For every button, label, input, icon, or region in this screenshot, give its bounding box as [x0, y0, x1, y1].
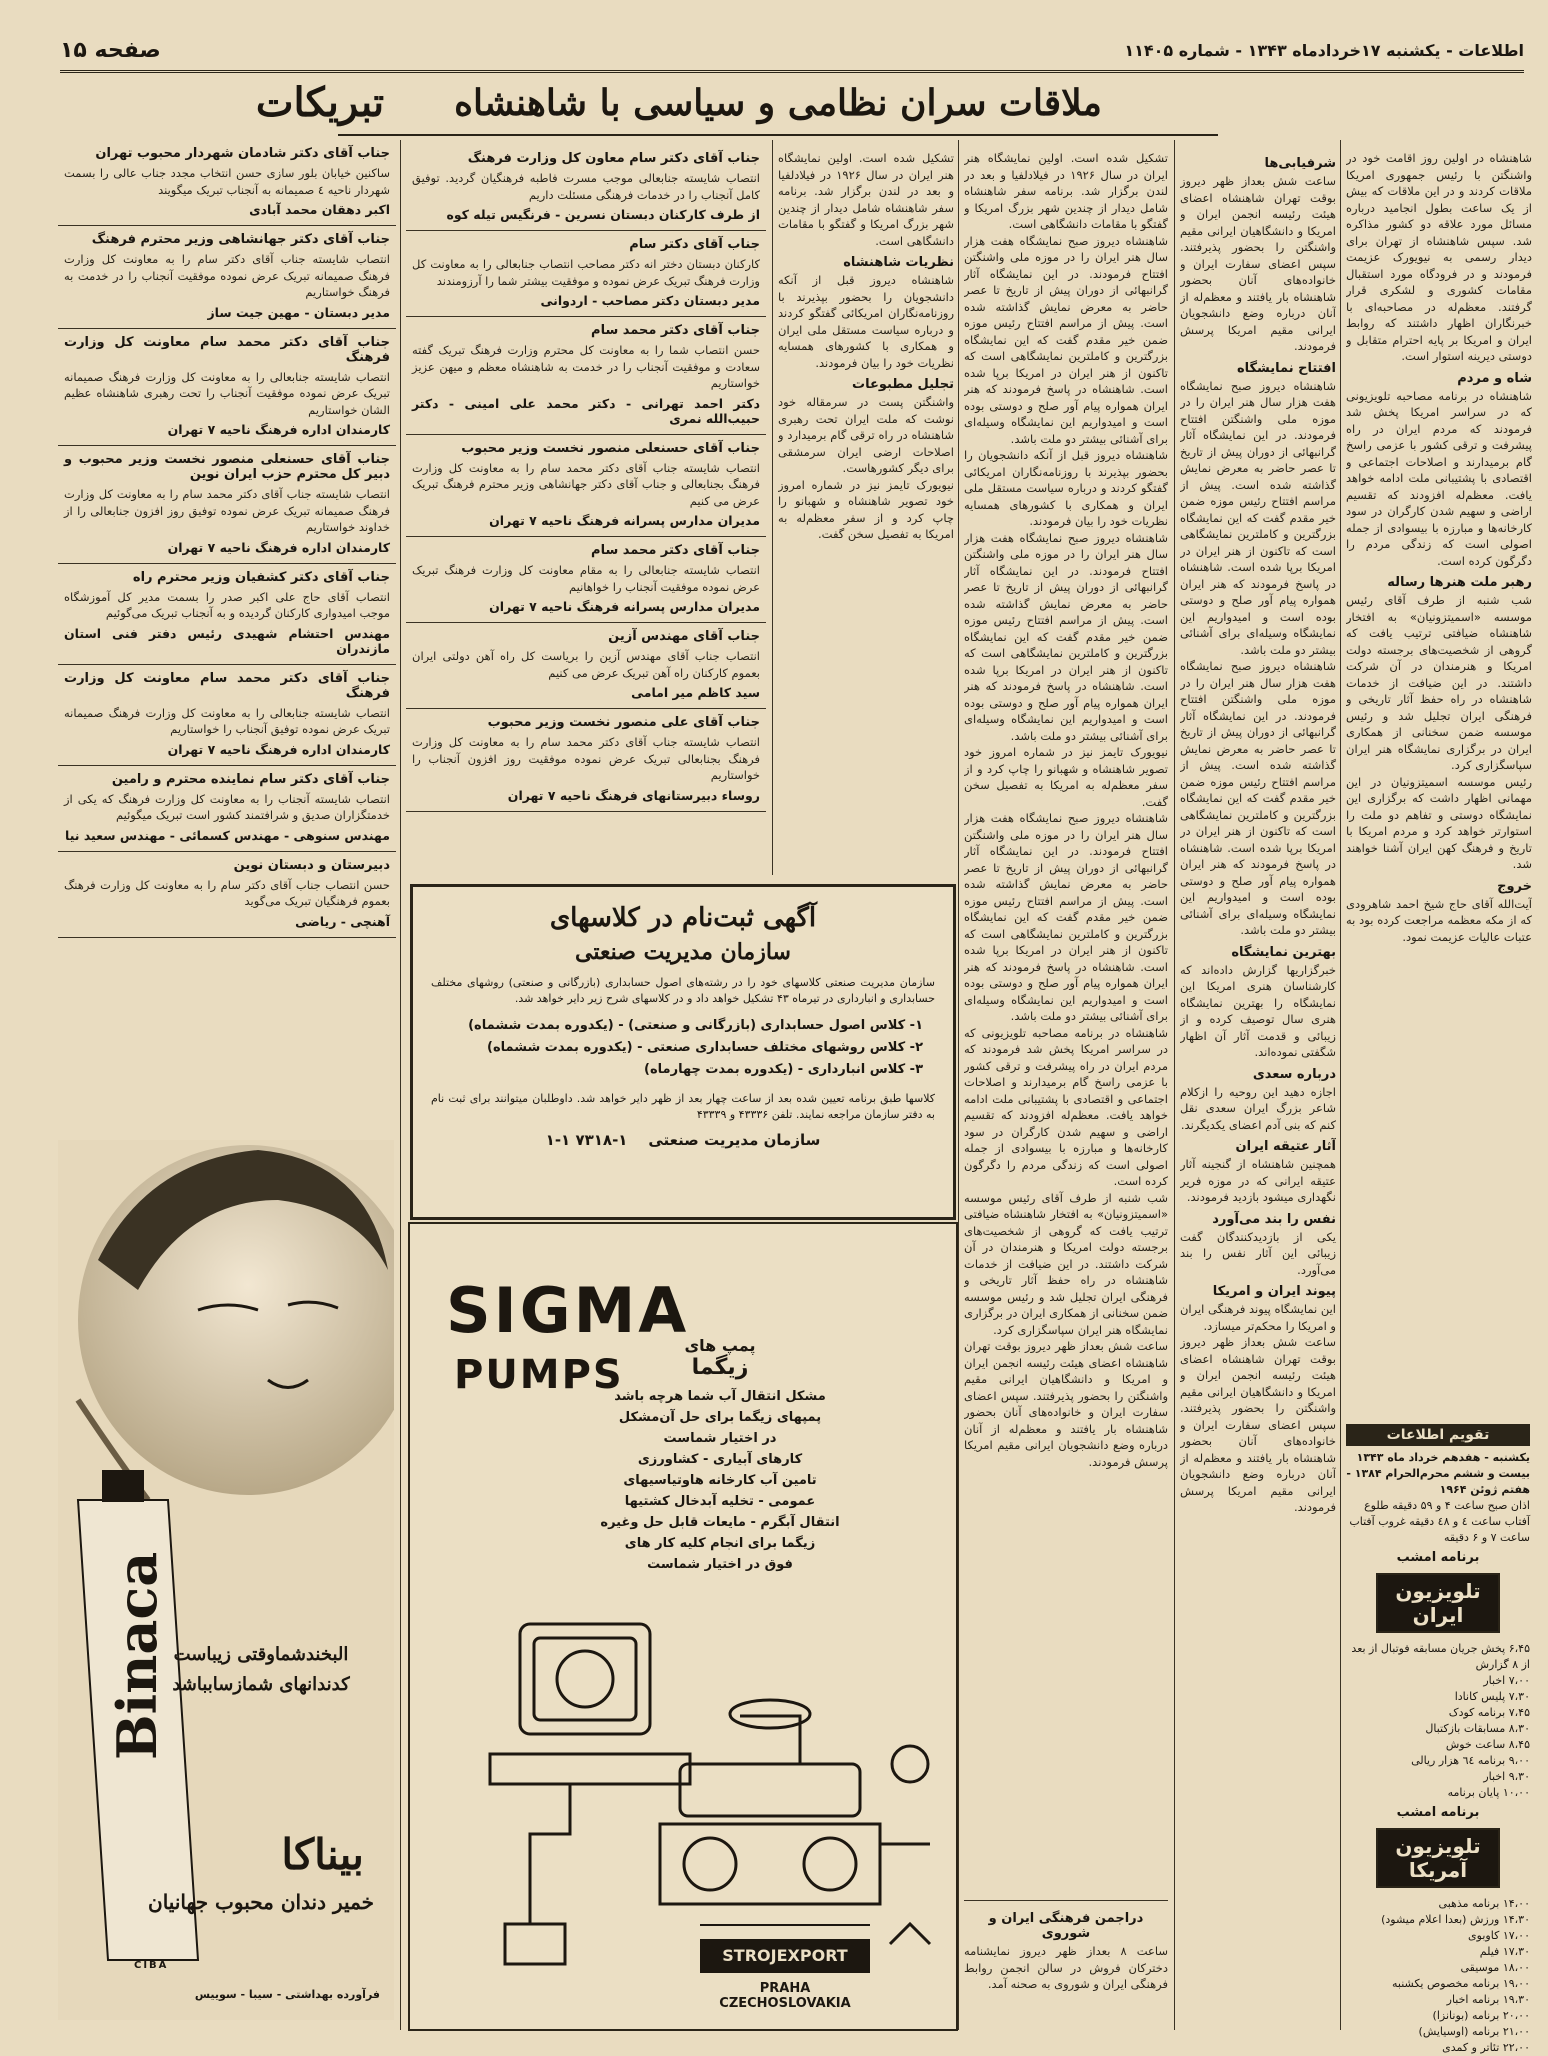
tv-program-item: ۷،۰۰ اخبار: [1483, 1674, 1530, 1687]
tv-program-item: ۸،۳۰ مسابقات بازکتبال: [1425, 1722, 1530, 1735]
congrats-item: [406, 145, 766, 231]
congrats-signature: اکبر دهقان محمد آبادی: [249, 202, 390, 217]
congrats-left-column: [58, 140, 396, 1135]
tv-program-item: ۱۰،۰۰ پایان برنامه: [1447, 1786, 1530, 1799]
pump-illustration-icon: [410, 1224, 956, 2029]
binaca-brand-fa: بیناکا: [281, 1830, 364, 1879]
column-rule: [1174, 140, 1175, 2030]
sigma-pumps-ad: [408, 1222, 958, 2031]
calendar-date: یکشنبه - هفدهم خرداد ماه ۱۳۴۳ بیست و ششم محرم‌الحرام ۱۳۸۴ - هفتم ژوئن ۱۹۶۴: [1346, 1451, 1530, 1496]
binaca-product-line: فرآورده بهداشتی - سیبا - سوییس: [194, 1988, 380, 2001]
tv-program-item: ۹،۳۰ اخبار: [1483, 1770, 1530, 1783]
article-paragraph: همچنین شاهنشاه از گنجینه آثار عتیقه ایرانی که در موزه فریر نگهداری میشود بازدید فرمودند.: [1180, 1157, 1336, 1204]
congrats-signature: مدیران مدارس پسرانه فرهنگ ناحیه ۷ تهران: [489, 599, 760, 614]
congrats-signature: آهنچی - ریاضی: [295, 913, 390, 929]
article-paragraph: تشکیل شده است. اولین نمایشگاه هنر ایران در سال ۱۹۲۶ در فیلادلفیا و بعد در لندن برگزار شد. برنامه سفر شاهنشاه شامل دیدار از چندین شهر بزرگ امریکا و گفتگو با مقامات دانشگاهی است.: [778, 151, 954, 248]
article-paragraph: نیویورک تایمز نیز در شماره امروز خود تصویر شاهنشاه و شهبانو را چاپ کرد و از سفر معظم‌له به امریکا به تفصیل سخن گفت.: [964, 745, 1168, 809]
page-number: صفحه ۱۵: [60, 37, 161, 63]
sigma-feature-line: کارهای آبیاری - کشاورزی: [637, 1452, 803, 1467]
article-paragraph: این نمایشگاه پیوند فرهنگی ایران و امریکا را محکم‌تر میسازد.: [1180, 1302, 1336, 1333]
article-paragraph: ساعت شش بعداز ظهر دیروز بوقت تهران شاهنشاه اعضای هیئت رئیسه انجمن ایران و امریکا و دانشگاهیان ایرانی مقیم واشنگتن را بحضور پذیرفتند. سپس اعضای سفارت ایران و خانواده‌های آنان بحضور شاهنشاه بار یافتند و معظم‌له از آنان درباره وضع دانشجویان ایرانی مقیم امریکا پرسش فرمودند.: [1180, 174, 1336, 353]
sigma-product: PUMPS: [454, 1352, 624, 1398]
congrats-signature: مدیران مدارس پسرانه فرهنگ ناحیه ۷ تهران: [489, 513, 760, 528]
congrats-recipient: جناب آقای دکتر سام: [629, 237, 760, 252]
article-paragraph: آیت‌الله آقای حاج شیخ احمد شاهرودی که از مکه معظمه مراجعت کرده بود به عتبات عالیات عزیمت نمود.: [1346, 896, 1532, 944]
binaca-slogan-1: البخندشماوقتی زیباست: [173, 1644, 349, 1665]
congrats-item: [58, 852, 396, 938]
tv-program-item: ۹،۰۰ برنامه ٦٤ هزار ریالی: [1411, 1754, 1530, 1767]
subheading: شرفیابی‌ها: [1264, 156, 1336, 171]
congrats-signature: روساء دبیرستانهای فرهنگ ناحیه ۷ تهران: [507, 787, 760, 803]
sigma-feature-line: فوق در اختیار شماست: [647, 1557, 793, 1572]
column-rule: [958, 140, 959, 2030]
sigma-feature-line: انتقال آبگرم - مایعات قابل حل وغیره: [600, 1515, 840, 1530]
congrats-text: انتصاب آقای حاج علی اکبر صدر را بسمت مدیر کل آموزشگاه موجب امیدواری کارکنان گردیده و به آنجناب تبریک می‌گوئیم: [64, 589, 390, 620]
congrats-recipient: جناب آقای دکتر محمد سام معاونت کل وزارت فرهنگ: [64, 334, 390, 365]
congrats-text: حسن انتصاب شما را به معاونت کل محترم وزارت فرهنگ تبریک گفته سعادت و موفقیت آنجناب را در خدمت به شاهنشاه معظم و میهن عزیز خواستاریم: [412, 343, 760, 390]
calendar-heading: تقویم اطلاعات: [1346, 1424, 1530, 1446]
congrats-recipient: جناب آقای حسنعلی منصور نخست وزیر محبوب و دبیر کل محترم حزب ایران نوین: [64, 452, 390, 482]
article-paragraph: شاهنشاه در برنامه مصاحبه تلویزیونی که در سراسر امریکا پخش شد فرمودند که مردم ایران در راه پیشرفت و ترقی کشور با عزمی راسخ گام برمیدارند و اصلاحات اجتماعی و اقتصادی با پشتیبانی ملت ادامه خواهد یافت. معظم‌له افزودند که تقسیم اراضی و سهیم شدن کارگران در سود کارخانه‌ها و مبارزه با بیسوادی از جمله اصولی است که زندگی مردم را دگرگون کرده است.: [1346, 388, 1532, 568]
article-paragraph: تشکیل شده است. اولین نمایشگاه هنر ایران در سال ۱۹۲۶ در فیلادلفیا و بعد در لندن برگزار شد. برنامه سفر شاهنشاه شامل دیدار از چندین شهر بزرگ امریکا و گفتگو با مقامات دانشگاهی است.: [964, 151, 1168, 231]
congrats-text: انتصاب شایسته جناب آقای دکتر محمد سام را به معاونت کل وزارت فرهنگ بجنابعالی تبریک عرض نموده موفقیت روز افزون آنجناب را خواستاریم: [412, 735, 760, 782]
shah-column-4: [778, 150, 954, 870]
article-paragraph: شب شنبه از طرف آقای رئیس موسسه «اسمیتزونیان» به افتخار شاهنشاه ضیافتی ترتیب یافت که گروهی از شخصیت‌های برجسته دولت امریکا و هنرمندان در آن شرکت داشتند. در این ضیافت از خدمات شاهنشاه در راه حفظ آثار تاریخی و فرهنگی ایران تجلیل شد و رئیس موسسه ضمن سخنانی از همکاری ایران در برگزاری نمایشگاه هنر ایران سپاسگزاری کرد.: [964, 1190, 1168, 1337]
article-paragraph: یکی از بازدیدکنندگان گفت زیبائی این آثار نفس را بند می‌آورد.: [1180, 1229, 1336, 1277]
binaca-tagline: خمیر دندان محبوب جهانیان: [148, 1890, 374, 1914]
tv-calendar-box: [1346, 1424, 1530, 2056]
column-rule: [400, 140, 401, 2030]
tv-program-item: ۱۹،۳۰ برنامه اخبار: [1446, 1993, 1530, 2006]
iran-tv-logo: تلویزیون ایران: [1376, 1573, 1500, 1633]
congrats-recipient: دبیرستان و دبستان نوین: [233, 857, 390, 873]
congrats-item: [406, 317, 766, 435]
congrats-item: [406, 231, 766, 317]
program-title: برنامه امشب: [1396, 1550, 1480, 1565]
notice-code: ۱-۷۳۱۸ ۱-۱: [545, 1131, 628, 1149]
binaca-toothpaste-ad: [58, 1140, 394, 2020]
congrats-text: انتصاب شایسته جنابعالی را به معاونت کل وزارت فرهنگ صمیمانه تبریک عرض نموده موفقیت آنجناب را تحت رهبری شاهنشاه عظیم الشان خواستاریم: [64, 369, 390, 417]
notice-org: سازمان مدیریت صنعتی: [575, 939, 791, 965]
congrats-signature: از طرف کارکنان دبستان نسرین - فرنگیس تیله کوه: [446, 207, 760, 222]
registration-notice: [410, 884, 956, 1220]
article-paragraph: شاهنشاه دیروز صبح نمایشگاه هفت هزار سال هنر ایران را در موزه ملی واشنگتن افتتاح فرمودند. در این نمایشگاه آثار گرانبهائی از دوران پیش از تاریخ تا عصر حاضر به معرض نمایش گذاشته شده است. پیش از مراسم افتتاح رئیس موزه ضمن خیر مقدم گفت که این نمایشگاه بزرگترین و کاملترین نمایشگاهی است که تاکنون از هنر ایران در امریکا برپا شده است. شاهنشاه در پاسخ فرمودند که هنر ایران همواره پیام آور صلح و دوستی بوده است و امیدواریم این نمایشگاه وسیله‌ای برای آشنائی بیشتر دو ملت باشد.: [964, 233, 1168, 446]
tv-program-item: ۱۴،۰۰ برنامه مذهبی: [1438, 1897, 1530, 1910]
woman-portrait-icon: [58, 1140, 394, 2020]
ciba-logo: CIBA: [134, 1960, 169, 1971]
congrats-item: [58, 564, 396, 665]
program-title: برنامه امشب: [1396, 1805, 1480, 1820]
article-paragraph: نیویورک تایمز نیز در شماره امروز خود تصویر شاهنشاه و شهبانو را چاپ کرد و از سفر معظم‌له به امریکا به تفصیل سخن گفت.: [778, 477, 954, 541]
congrats-text: انتصاب شایسته آنجناب را به معاونت کل وزارت فرهنگ که یکی از خدمتگزاران صدیق و شرافتمند کشور است تبریک میگوئیم: [64, 791, 390, 822]
article-paragraph: اجازه دهید این روحیه را ازکلام شاعر بزرگ ایران سعدی نقل کنم که بنی آدم اعضای یکدیگرند.: [1180, 1084, 1336, 1132]
shah-column-3: [964, 150, 1168, 2020]
article-paragraph: خبرگزاریها گزارش داده‌اند که کارشناسان هنری امریکا این نمایشگاه را بهترین نمایشگاه هنری سال توصیف کرده و از زیبائی و قدمت آثار آن اظهار شگفتی نموده‌اند.: [1180, 962, 1336, 1059]
congrats-signature: کارمندان اداره فرهنگ ناحیه ۷ تهران: [167, 539, 390, 555]
congrats-recipient: جناب آقای دکتر محمد سام معاونت کل وزارت فرهنگ: [64, 670, 390, 701]
sigma-feature-line: در اختیار شماست: [663, 1431, 777, 1446]
tv-program-item: ۱۹،۰۰ برنامه مخصوص یکشنبه: [1391, 1977, 1530, 1990]
tv-program-item: ۱۸،۰۰ موسیقی: [1460, 1961, 1530, 1974]
cultural-article: [964, 1900, 1168, 2025]
article-paragraph: ساعت شش بعداز ظهر دیروز بوقت تهران شاهنشاه اعضای هیئت رئیسه انجمن ایران و امریکا و دانشگاهیان ایرانی مقیم واشنگتن را بحضور پذیرفتند. سپس اعضای سفارت ایران و خانواده‌های آنان بحضور شاهنشاه بار یافتند و معظم‌له از آنان درباره وضع دانشجویان ایرانی مقیم امریکا پرسش فرمودند.: [1180, 1335, 1336, 1514]
sigma-brand: SIGMA: [446, 1274, 690, 1347]
congrats-item: [406, 537, 766, 623]
congrats-item: [58, 665, 396, 766]
article-paragraph: شاهنشاه دیروز صبح نمایشگاه هفت هزار سال هنر ایران را در موزه ملی واشنگتن افتتاح فرمودند. در این نمایشگاه آثار گرانبهائی از دوران پیش از تاریخ تا عصر حاضر به معرض نمایش گذاشته شده است. پیش از مراسم افتتاح رئیس موزه ضمن خیر مقدم گفت که این نمایشگاه بزرگترین و کاملترین نمایشگاهی است که تاکنون از هنر ایران در امریکا برپا شده است. شاهنشاه در پاسخ فرمودند که هنر ایران همواره پیام آور صلح و دوستی بوده است و امیدواریم این نمایشگاه وسیله‌ای برای آشنائی بیشتر دو ملت باشد.: [964, 811, 1168, 1023]
sigma-feature-line: زیگما برای انجام کلیه کار های: [624, 1536, 816, 1551]
congrats-item: [58, 766, 396, 852]
article-paragraph: رئیس موسسه اسمیتزونیان در این مهمانی اظهار داشت که برگزاری این نمایشگاه دوستی و تفاهم دو ملت را استوارتر خواهد کرد و مردم امریکا با تاریخ و فرهنگ کهن ایران آشنا خواهند شد.: [1346, 774, 1532, 871]
subheading: خروج: [1497, 878, 1532, 894]
article-paragraph: شاهنشاه دیروز قبل از آنکه دانشجویان را بحضور بپذیرند با روزنامه‌نگاران امریکائی گفتگو کردند و درباره سیاست مستقل ملی ایران و همکاری با کشورهای همسایه نظریات خود را بیان فرمودند.: [964, 448, 1168, 528]
subheading: نفس را بند می‌آورد: [1212, 1211, 1336, 1227]
tv-program-item: ۲۰،۰۰ برنامه (بونانزا): [1432, 2009, 1530, 2022]
column-rule: [1340, 140, 1341, 2030]
sigma-feature-line: تامین آب کارخانه هاوتیاسیهای: [623, 1473, 817, 1488]
congrats-text: انتصاب شایسته جنابعالی موجب مسرت فاطبه فرهنگیان گردید. توفیق کامل آنجناب را در خدمات فرهنگی مسئلت داریم: [412, 171, 760, 202]
notice-body-2: کلاسها طبق برنامه تعیین شده بعد از ساعت چهار بعد از ظهر دایر خواهد شد. داوطلبان میتوانند برای ثبت نام به دفتر سازمان مراجعه نمایند. تلفن ۴۳۳۳۶ و ۴۳۳۳۹: [431, 1092, 935, 1121]
sigma-fa-brand: زیگما: [691, 1355, 749, 1380]
iran-tv-programs: [1346, 1641, 1530, 1801]
article-paragraph: شاهنشاه دیروز صبح نمایشگاه هفت هزار سال هنر ایران را در موزه ملی واشنگتن افتتاح فرمودند. در این نمایشگاه آثار گرانبهائی از دوران پیش از تاریخ تا عصر حاضر به معرض نمایش گذاشته شده است. پیش از مراسم افتتاح رئیس موزه ضمن خیر مقدم گفت که این نمایشگاه بزرگترین و کاملترین نمایشگاهی است که تاکنون از هنر ایران در امریکا برپا شده است. شاهنشاه در پاسخ فرمودند که هنر ایران همواره پیام آور صلح و دوستی بوده است و امیدواریم این نمایشگاه وسیله‌ای برای آشنائی بیشتر دو ملت باشد.: [1180, 378, 1336, 657]
article-paragraph: ساعت ۸ بعداز ظهر دیروز نمایشنامه دخترکان فروش در سالن انجمن روابط فرهنگی ایران و شوروی به صحنه آمد.: [964, 1944, 1168, 1991]
tv-program-item: ۷،۴۵ برنامه کودک: [1448, 1706, 1530, 1719]
congrats-signature: سید کاظم میر امامی: [631, 685, 760, 700]
subheading: تجلیل مطبوعات: [852, 377, 954, 392]
notice-footer: سازمان مدیریت صنعتی: [648, 1131, 821, 1149]
congrats-signature: مهندس احتشام شهیدی رئیس دفتر فنی استان مازندران: [64, 625, 390, 656]
paper-issue-line: اطلاعات - یکشنبه ۱۷خرداد‌ماه ۱۳۴۳ - شماره ۱۱۴۰۵: [1124, 40, 1524, 60]
tv-program-item: ۱۷،۳۰ فیلم: [1479, 1945, 1530, 1958]
page-header: [60, 30, 1524, 73]
article-intro: شاهنشاه در اولین روز اقامت خود در واشنگتن با رئیس جمهوری امریکا ملاقات کردند و در این ملاقات که بیش از یک ساعت بطول انجامید درباره مسائل مورد علاقه دو کشور مذاکره شد. سپس شاهنشاه از تهران برای دیدار رسمی به نیویورک عزیمت فرمودند و در فرودگاه مورد استقبال مقامات کشوری و لشکری قرار گرفتند. معظم‌له در مصاحبه‌ای با خبرنگاران اظهار داشتند که روابط ایران و امریکا بر پایه احترام متقابل و دوستی دیرینه استوار است.: [1346, 151, 1532, 363]
congrats-item: [406, 623, 766, 709]
american-tv-logo: تلویزیون آمریکا: [1376, 1828, 1500, 1888]
shah-column-2: [1180, 150, 1336, 2020]
tv-program-item: ۷،۳۰ پلیس کانادا: [1454, 1690, 1530, 1703]
subheading: دراجمن فرهنگی ایران و شوروی: [988, 1911, 1144, 1941]
column-rule: [772, 140, 773, 875]
congrats-text: انتصاب جناب آقای مهندس آزین را بریاست کل راه آهن دولتی ایران بعموم کارکنان راه آهن تبریک عرض می کنیم: [412, 649, 760, 680]
congrats-recipient: جناب آقای دکتر محمد سام: [591, 323, 760, 338]
congrats-item: [58, 329, 396, 447]
congrats-item: [58, 140, 396, 226]
article-paragraph: شاهنشاه دیروز صبح نمایشگاه هفت هزار سال هنر ایران را در موزه ملی واشنگتن افتتاح فرمودند. در این نمایشگاه آثار گرانبهائی از دوران پیش از تاریخ تا عصر حاضر به معرض نمایش گذاشته شده است. پیش از مراسم افتتاح رئیس موزه ضمن خیر مقدم گفت که این نمایشگاه بزرگترین و کاملترین نمایشگاهی است که تاکنون از هنر ایران در امریکا برپا شده است. شاهنشاه در پاسخ فرمودند که هنر ایران همواره پیام آور صلح و دوستی بوده است و امیدواریم این نمایشگاه وسیله‌ای برای آشنائی بیشتر دو ملت باشد.: [964, 530, 1168, 743]
congrats-signature: کارمندان اداره فرهنگ ناحیه ۷ تهران: [167, 422, 390, 437]
congrats-signature: مهندس سنوهی - مهندس کسمائی - مهندس سعید نیا: [65, 827, 390, 843]
congrats-recipient: جناب آقای دکتر کشفیان وزیر محترم راه: [132, 569, 390, 585]
subheading: بهترین نمایشگاه: [1231, 944, 1336, 960]
article-paragraph: شاهنشاه دیروز صبح نمایشگاه هفت هزار سال هنر ایران را در موزه ملی واشنگتن افتتاح فرمودند. در این نمایشگاه آثار گرانبهائی از دوران پیش از تاریخ تا عصر حاضر به معرض نمایش گذاشته شده است. پیش از مراسم افتتاح رئیس موزه ضمن خیر مقدم گفت که این نمایشگاه بزرگترین و کاملترین نمایشگاهی است که تاکنون از هنر ایران در امریکا برپا شده است. شاهنشاه در پاسخ فرمودند که هنر ایران همواره پیام آور صلح و دوستی بوده است و امیدواریم این نمایشگاه وسیله‌ای برای آشنائی بیشتر دو ملت باشد.: [1180, 659, 1336, 937]
congrats-text: انتصاب شایسته جنابعالی را به معاونت کل وزارت فرهنگ صمیمانه تبریک عرض نموده توفیق آنجناب را خواستاریم: [64, 705, 390, 736]
american-tv-programs: [1346, 1896, 1530, 2056]
congrats-text: انتصاب شایسته جناب آقای دکتر محمد سام را به معاونت کل وزارت فرهنگ بجنابعالی و جناب آقای دکتر جهانشاهی وزیر محترم فرهنگ تبریک عرض می کنیم: [412, 460, 760, 508]
binaca-slogan-2: کدندانهای شمازسابباشد: [172, 1674, 350, 1695]
prayer-times: اذان صبح ساعت ۴ و ۵۹ دقیقه طلوع آفتاب ساعت ٤ و ٤٨ دقیقه غروب آفتاب ساعت ۷ و ۶ دقیقه: [1349, 1499, 1530, 1544]
congrats-text: حسن انتصاب جناب آقای دکتر سام را به معاونت کل وزارت فرهنگ بعموم فرهنگیان تبریک می‌گوید: [64, 877, 390, 908]
congrats-signature: کارمندان اداره فرهنگ ناحیه ۷ تهران: [167, 741, 390, 757]
subheading: آثار عتیقه ایران: [1235, 1139, 1336, 1154]
congrats-recipient: جناب آقای دکتر سام نماینده محترم و رامین: [111, 771, 390, 787]
notice-class-3: ۳- کلاس انبارداری - (یکدوره بمدت چهارماه): [644, 1062, 923, 1077]
strojexport-logo: STROJEXPORT: [700, 1939, 870, 1973]
subheading: افتتاح نمایشگاه: [1236, 360, 1336, 376]
congrats-text: انتصاب شایسته جنابعالی را به مقام معاونت کل وزارت فرهنگ تبریک عرض نموده موفقیت آنجناب را خواهانیم: [412, 563, 760, 594]
congrats-signature: مدیر دبستان دکتر مصاحب - اردوانی: [540, 293, 760, 308]
article-paragraph: شاهنشاه در برنامه مصاحبه تلویزیونی که در سراسر امریکا پخش شد فرمودند که مردم ایران در راه پیشرفت و ترقی کشور با عزمی راسخ گام برمیدارند و اصلاحات اجتماعی و اقتصادی با پشتیبانی ملت ادامه خواهد یافت. معظم‌له افزودند که تقسیم اراضی و سهیم شدن کارگران در سود کارخانه‌ها و مبارزه با بیسوادی از جمله اصولی است که زندگی مردم را دگرگون کرده است.: [964, 1025, 1168, 1188]
article-paragraph: شب شنبه از طرف آقای رئیس موسسه «اسمیتزونیان» به افتخار شاهنشاه ضیافتی ترتیب یافت که گروهی از شخصیت‌های برجسته دولت امریکا و هنرمندان در آن شرکت داشتند. در این ضیافت از خدمات شاهنشاه در راه حفظ آثار تاریخی و فرهنگی ایران تجلیل شد و رئیس موسسه ضمن سخنانی از همکاری ایران در برگزاری نمایشگاه هنر ایران سپاسگزاری کرد.: [1346, 593, 1532, 772]
tv-program-item: ۸،۴۵ ساعت خوش: [1445, 1738, 1530, 1751]
main-headline: ملاقات سران نظامی و سیاسی با شاهنشاه: [338, 72, 1218, 136]
tv-program-item: ۱۴،۳۰ ورزش (بعدا اعلام میشود): [1381, 1913, 1530, 1926]
notice-body: سازمان مدیریت صنعتی کلاسهای خود را در رشته‌های اصول حسابداری (بازرگانی و صنعتی) روشهای مختلف حسابداری و انبارداری در تیرماه ۴۳ تشکیل خواهد داد و در کلاسهای شرح زیر دایر خواهد شد.: [431, 976, 935, 1005]
congrats-text: انتصاب شایسته جناب آقای دکتر محمد سام را به معاونت کل وزارت فرهنگ صمیمانه تبریک عرض نموده توفیق روز افزون جنابعالی را از خداوند خواستاریم: [64, 487, 390, 534]
congrats-recipient: جناب آقای دکتر محمد سام: [591, 543, 760, 558]
congrats-middle-column: [406, 145, 766, 880]
article-paragraph: شاهنشاه دیروز قبل از آنکه دانشجویان را بحضور بپذیرند با روزنامه‌نگاران امریکائی گفتگو کردند و درباره سیاست مستقل ملی ایران و همکاری با کشورهای همسایه نظریات خود را بیان فرمودند.: [778, 273, 954, 370]
sigma-feature-line: مشکل انتقال آب شما هرچه باشد: [614, 1389, 826, 1404]
tv-program-item: ۱۷،۰۰ کاوبوی: [1468, 1929, 1530, 1942]
subheading: پیوند ایران و امریکا: [1212, 1284, 1336, 1299]
subheading: رهبر ملت هنرها رساله: [1387, 575, 1532, 590]
subheading: درباره سعدی: [1252, 1066, 1336, 1082]
shah-column-right: [1346, 150, 1532, 1420]
notice-title: آگهی ثبت‌نام در کلاسهای: [549, 903, 817, 933]
congrats-headline: تبریکات: [255, 79, 385, 126]
congrats-recipient: جناب آقای علی منصور نخست وزیر محبوب: [487, 715, 760, 730]
article-paragraph: واشنگتن پست در سرمقاله خود نوشت که ملت ایران تحت رهبری شاهنشاه در راه ترقی گام برمیدارد و اصلاحات ارضی ایران سرمشقی برای دیگر کشورهاست.: [778, 395, 954, 475]
congrats-signature: مدیر دبستان - مهین جیت ساز: [207, 304, 390, 320]
tv-program-item: ۲۱،۰۰ برنامه (اوسیایش): [1418, 2025, 1530, 2038]
congrats-text: ساکنین خیابان بلور سازی حسن انتخاب مجدد جناب عالی را بسمت شهردار ناحیه ٤ صمیمانه به آنجناب تبریک میگویند: [64, 166, 390, 197]
sigma-feature-line: عمومی - تخلیه آبدخال کشتیها: [624, 1494, 816, 1509]
congrats-item: [406, 709, 766, 812]
sigma-fa-title: پمپ های: [684, 1336, 756, 1355]
notice-class-1: ۱- کلاس اصول حسابداری (بازرگانی و صنعتی) - (یکدوره بمدت ششماه): [468, 1018, 923, 1033]
strojexport-city: PRAHA CZECHOSLOVAKIA: [719, 1981, 851, 2011]
congrats-text: کارکنان دبستان دختر انه دکتر مصاحب انتصاب جنابعالی را به معاونت کل وزارت فرهنگ تبریک عرض نموده و موفقیت بیشتر شما را آرزومندند: [412, 257, 760, 288]
congrats-item: [58, 226, 396, 329]
tv-program-item: ۶،۴۵ پخش جریان مسابقه فوتبال از بعد از ۸ گزارش: [1351, 1642, 1530, 1671]
congrats-recipient: جناب آقای دکتر سام معاون کل وزارت فرهنگ: [467, 151, 760, 166]
congrats-recipient: جناب آقای مهندس آزین: [608, 629, 760, 644]
subheading: شاه و مردم: [1457, 370, 1532, 386]
congrats-item: [406, 435, 766, 538]
congrats-recipient: جناب آقای حسنعلی منصور نخست وزیر محبوب: [461, 440, 760, 456]
congrats-signature: دکتر احمد تهرانی - دکتر محمد علی امینی - دکتر حبیب‌الله نمری: [412, 395, 760, 426]
congrats-text: انتصاب شایسته جناب آقای دکتر سام را به معاونت کل وزارت فرهنگ صمیمانه تبریک عرض نموده موفقیت آنجناب را در خدمت به فرهنگ خواستاریم: [64, 252, 390, 299]
congrats-item: [58, 446, 396, 564]
tv-program-item: ۲۲،۰۰ تئاتر و کمدی: [1442, 2041, 1530, 2054]
sigma-feature-line: پمپهای زیگما برای حل آن‌مشکل: [618, 1410, 822, 1425]
congrats-recipient: جناب آقای دکتر شادمان شهردار محبوب تهران: [95, 146, 390, 161]
article-paragraph: ساعت شش بعداز ظهر دیروز بوقت تهران شاهنشاه اعضای هیئت رئیسه انجمن ایران و امریکا و دانشگاهیان ایرانی مقیم واشنگتن را بحضور پذیرفتند. سپس اعضای سفارت ایران و خانواده‌های آنان بحضور شاهنشاه بار یافتند و معظم‌له از آنان درباره وضع دانشجویان ایرانی مقیم امریکا پرسش فرمودند.: [964, 1339, 1168, 1469]
notice-class-2: ۲- کلاس روشهای مختلف حسابداری صنعتی - (یکدوره بمدت ششماه): [487, 1040, 923, 1055]
subheading: نظریات شاهنشاه: [843, 255, 954, 270]
congrats-recipient: جناب آقای دکتر جهانشاهی وزیر محترم فرهنگ: [91, 232, 390, 247]
binaca-tube-label: Binaca: [105, 1551, 169, 1760]
